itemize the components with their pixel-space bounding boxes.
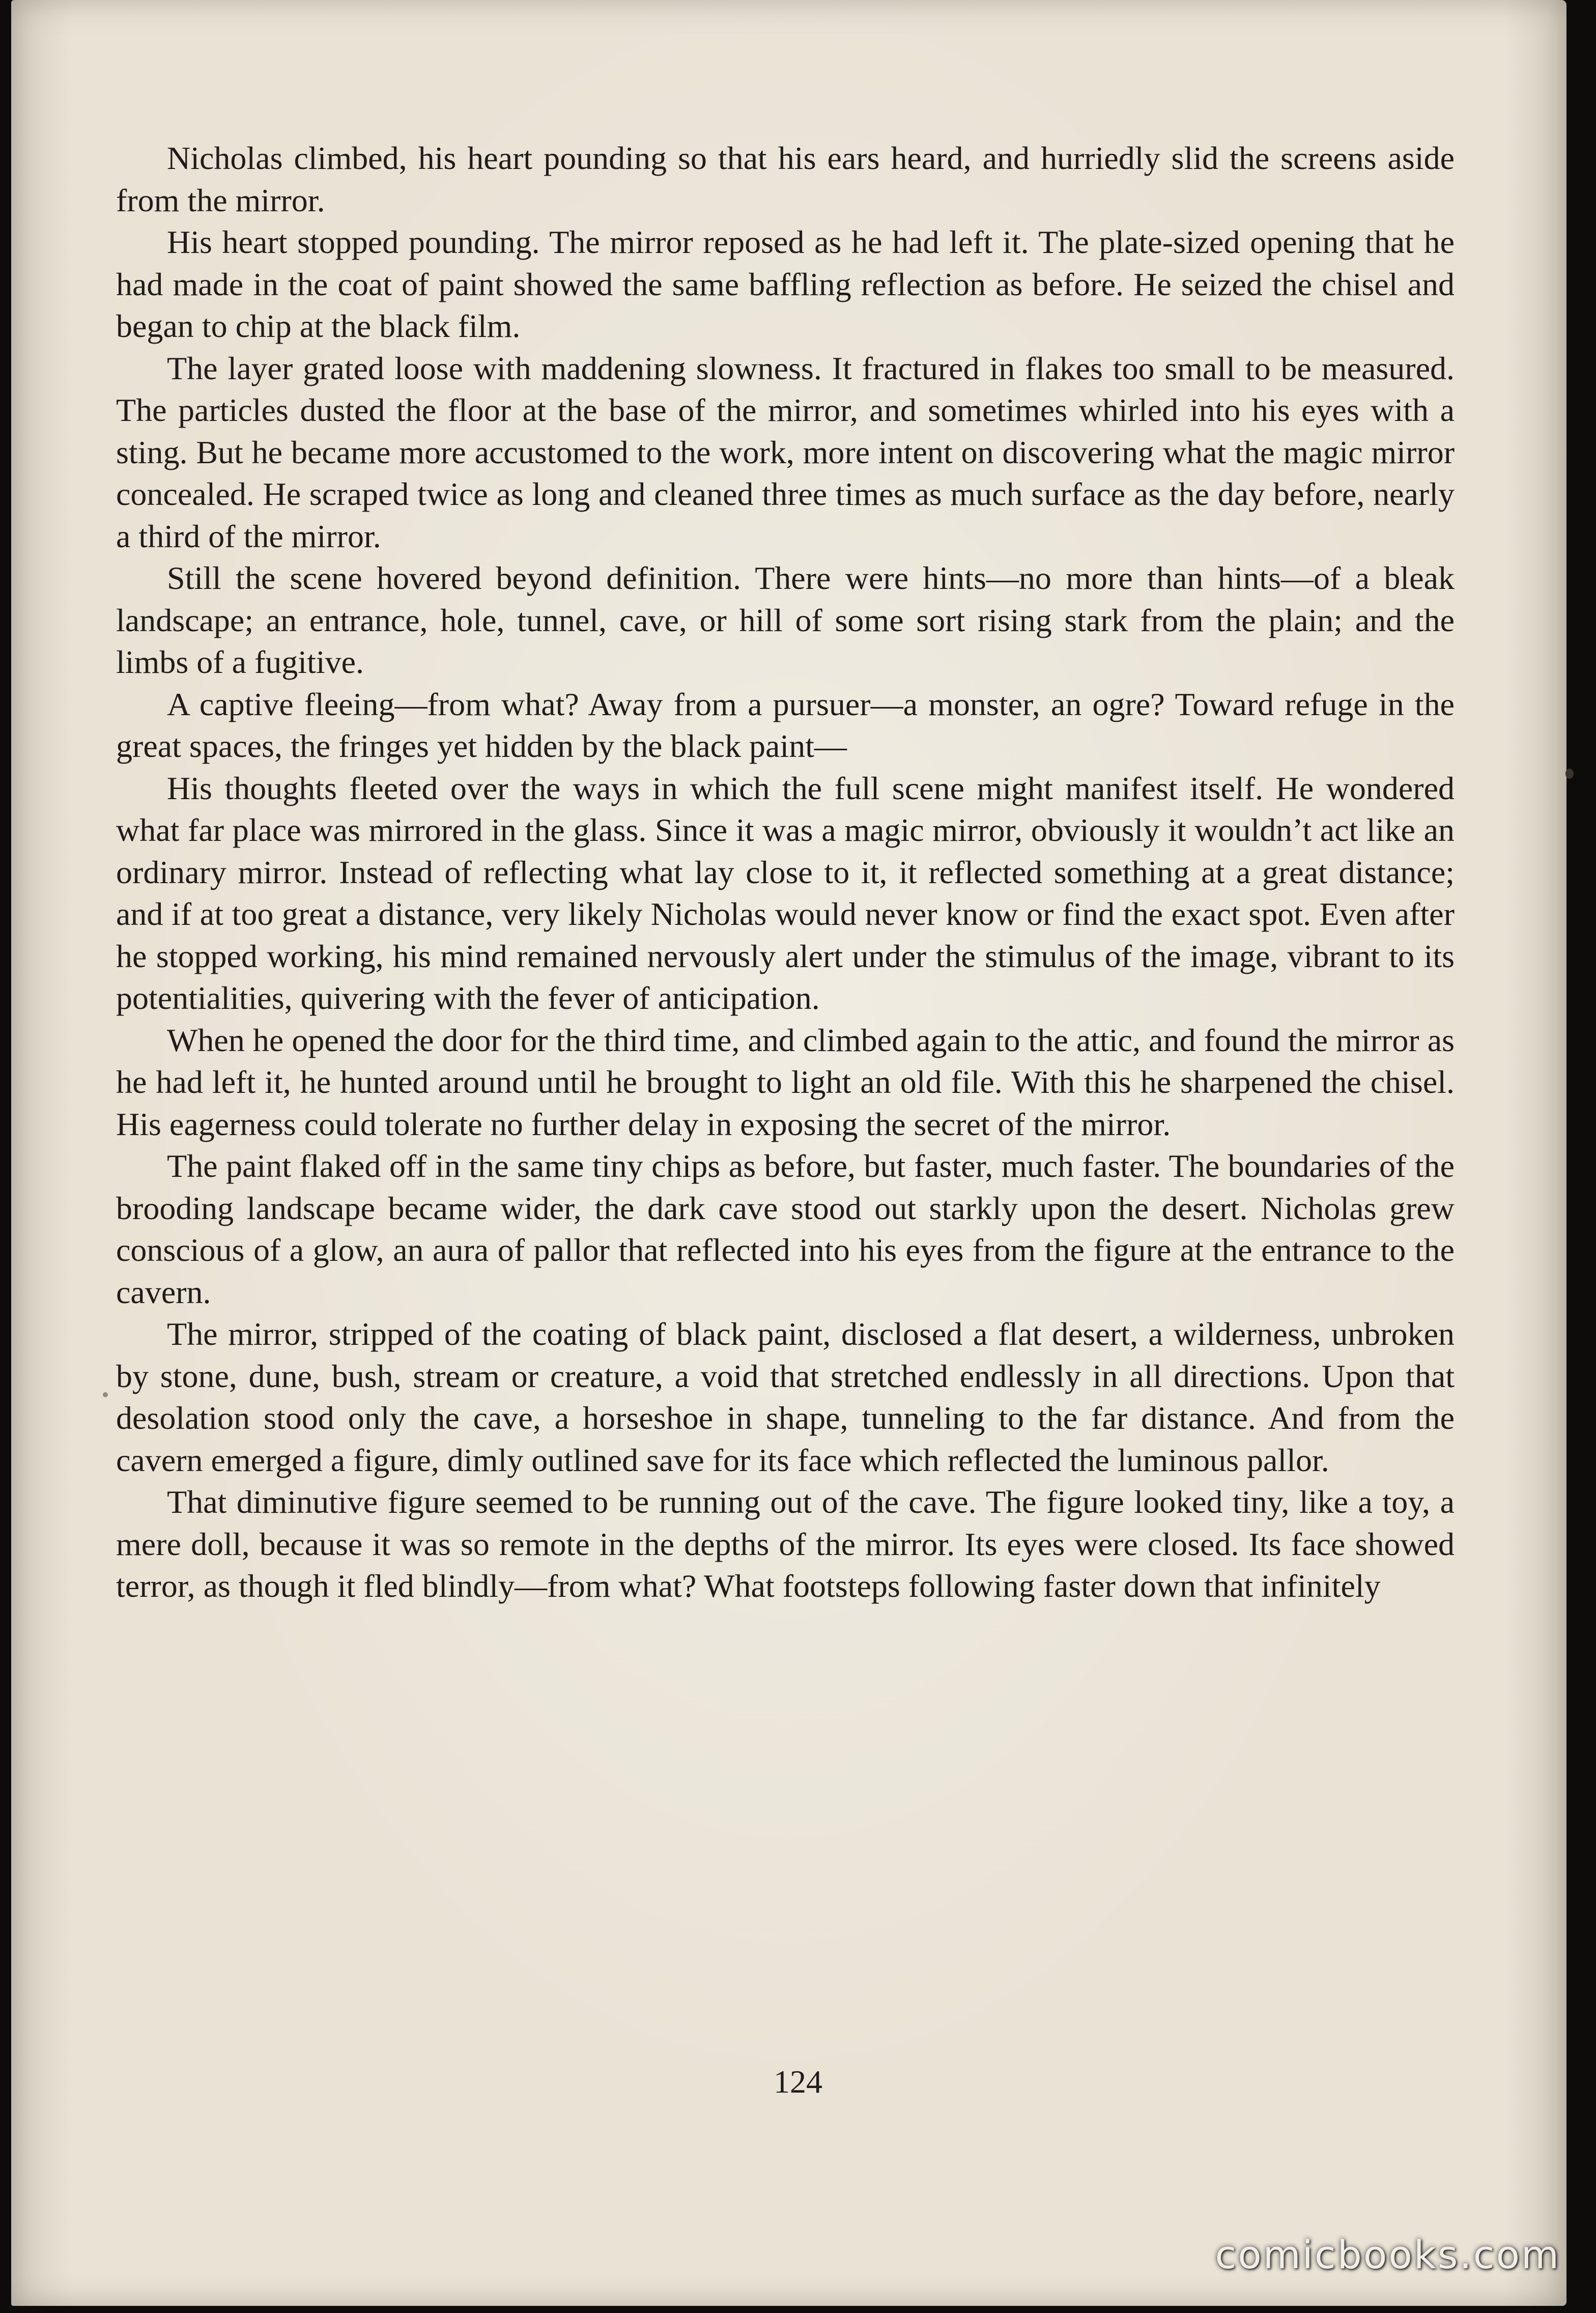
paragraph: That diminutive figure seemed to be running out of the cave. The figure looked tiny, like a toy, a mere doll, because it was so remote in the depths of the mirror. Its eyes were closed. Its face showed terror, as though it fled blindly—from what? What footsteps following faster down that infinitely — [116, 1484, 1455, 1604]
page-number: 124 — [774, 2064, 822, 2100]
ink-speck — [1565, 769, 1574, 779]
paragraph: His thoughts fleeted over the ways in which the full scene might manifest itself. He wondered what far place was mirrored in the glass. Since it was a magic mirror, obviously it wouldn’t act like an ordinary mirror. Instead of reflecting what lay close to it, it reflected something at a great distance; and if at too great a distance, very likely Nicholas would never know or find the exact spot. Even after he stopped working, his mind remained nervously alert under the stimulus of the image, vibrant to its potentialities, quivering with the fever of anticipation. — [116, 770, 1455, 1016]
ink-speck — [103, 1392, 108, 1397]
paragraph: Nicholas climbed, his heart pounding so that his ears heard, and hurriedly slid the screens aside from the mirror. — [116, 140, 1455, 218]
paragraph: His heart stopped pounding. The mirror reposed as he had left it. The plate-sized opening that he had made in the coat of paint showed the same baffling reflection as before. He seized the chisel and began to chip at the black film. — [116, 224, 1455, 344]
site-watermark: comicbooks.com — [1215, 2232, 1560, 2277]
paragraph: The mirror, stripped of the coating of black paint, disclosed a flat desert, a wilderness, unbroken by stone, dune, bush, stream or creature, a void that stretched endlessly in all directions. Upon that desolation stood only the cave, a horseshoe in shape, tunneling to the far distance. And from the cavern emerged a figure, dimly outlined save for its face which reflected the luminous pallor. — [116, 1316, 1455, 1478]
paragraph: When he opened the door for the third time, and climbed again to the attic, and found the mirror as he had left it, he hunted around until he brought to light an old file. With this he sharpened the chisel. His eagerness could tolerate no further delay in exposing the secret of the mirror. — [116, 1022, 1455, 1142]
book-page — [11, 0, 1566, 2306]
paragraph: Still the scene hovered beyond definition. There were hints—no more than hints—of a bleak landscape; an entrance, hole, tunnel, cave, or hill of some sort rising stark from the plain; and the limbs of a fugitive. — [116, 560, 1455, 680]
paragraph: The paint flaked off in the same tiny chips as before, but faster, much faster. The boundaries of the brooding landscape became wider, the dark cave stood out starkly upon the desert. Nicholas grew conscious of a glow, an aura of pallor that reflected into his eyes from the figure at the entrance to the cavern. — [116, 1148, 1455, 1310]
page-body-text — [116, 137, 1455, 1607]
paragraph: The layer grated loose with maddening slowness. It fractured in flakes too small to be measured. The particles dusted the floor at the base of the mirror, and sometimes whirled into his eyes with a sting. But he became more accustomed to the work, more intent on discovering what the magic mirror concealed. He scraped twice as long and cleaned three times as much surface as the day before, nearly a third of the mirror. — [116, 350, 1455, 554]
paragraph: A captive fleeing—from what? Away from a pursuer—a monster, an ogre? Toward refuge in the great spaces, the fringes yet hidden by the black paint— — [116, 686, 1455, 764]
